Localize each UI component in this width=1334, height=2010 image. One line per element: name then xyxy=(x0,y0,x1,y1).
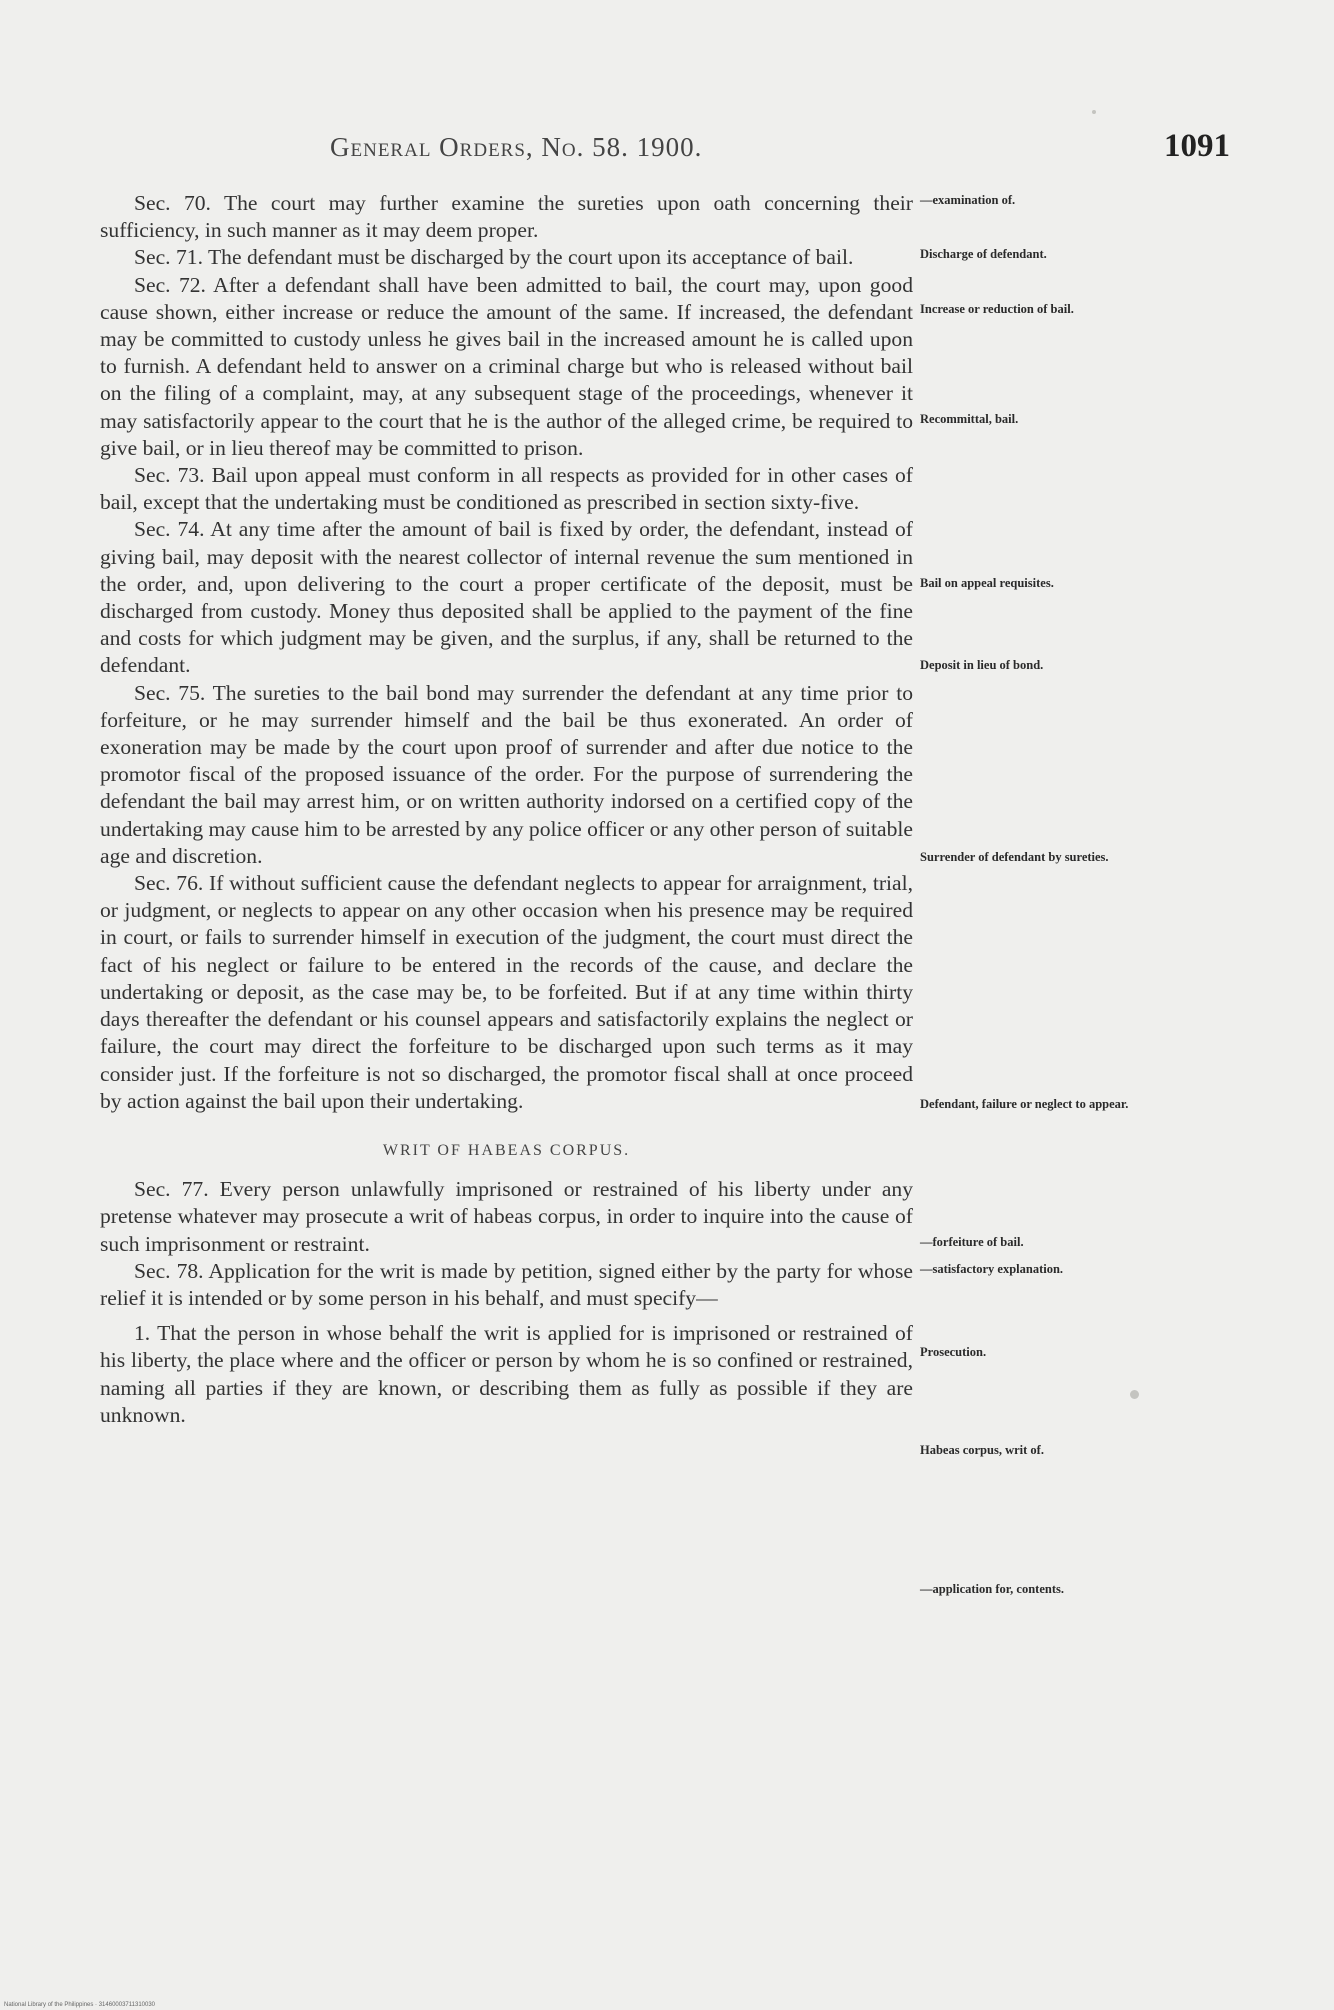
margin-note: —application for, contents. xyxy=(920,1582,1064,1596)
section-77: Sec. 77. Every person unlawfully imprisoned or restrained of his liberty under any pretense whatever may prosecute a writ of habeas corpus, in order to inquire into the cause of such imprisonment or restraint. xyxy=(100,1177,913,1256)
margin-note: Discharge of defendant. xyxy=(920,247,1047,261)
list-item: 1. That the person in whose behalf the writ is applied for is imprisoned or restrained of his liberty, the place where and the officer or person by whom he is so confined or restrained, naming all parties if they are known, or describing them as fully as possible if they are unknown. xyxy=(100,1321,913,1427)
margin-note: —satisfactory explanation. xyxy=(920,1262,1064,1276)
section-70: Sec. 70. The court may further examine the sureties upon oath concerning their sufficiency, in such manner as it may deem proper. xyxy=(100,191,913,243)
page-number: 1091 xyxy=(1164,128,1230,164)
page-header xyxy=(100,128,1230,178)
running-head: General Orders, No. 58. 1900. xyxy=(330,132,703,162)
margin-note: Habeas corpus, writ of. xyxy=(920,1443,1044,1457)
margin-note: Defendant, failure or neglect to appear. xyxy=(920,1097,1129,1111)
paper-blemish xyxy=(1130,1390,1139,1399)
section-75: Sec. 75. The sureties to the bail bond may surrender the defendant at any time prior to forfeiture, or he may surrender himself and the bail be thus exonerated. An order of exoneration may be made by the court upon proof of surrender and after due notice to the promotor fiscal of the proposed issuance of the order. For the purpose of surrendering the defendant the bail may arrest him, or on written authority indorsed on a certified copy of the undertaking may cause him to be arrested by any police officer or any other person of suitable age and discretion. xyxy=(100,680,913,868)
scan-footer: National Library of the Philippines · 31460003711310030 xyxy=(4,2002,155,2008)
paper-blemish xyxy=(1092,110,1096,114)
section-78: Sec. 78. Application for the writ is made by petition, signed either by the party for whose relief it is intended or by some person in his behalf, and must specify— xyxy=(100,1258,913,1310)
margin-note: Increase or reduction of bail. xyxy=(920,302,1074,316)
section-heading: WRIT OF HABEAS CORPUS. xyxy=(382,1141,631,1159)
margin-note: Surrender of defendant by sureties. xyxy=(920,850,1109,864)
section-71: Sec. 71. The defendant must be discharged by the court upon its acceptance of bail. xyxy=(134,245,854,270)
margin-note: Deposit in lieu of bond. xyxy=(920,658,1044,672)
section-73: Sec. 73. Bail upon appeal must conform in all respects as provided for in other cases of bail, except that the undertaking must be conditioned as prescribed in section sixty-five. xyxy=(100,463,913,515)
section-72: Sec. 72. After a defendant shall have been admitted to bail, the court may, upon good cause shown, either increase or reduce the amount of the same. If increased, the defendant may be committed to custody unless he gives bail in the increased amount he is called upon to furnish. A defendant held to answer on a criminal charge but who is released without bail on the filing of a complaint, may, at any subsequent stage of the proceedings, whenever it may satisfactorily appear to the court that he is the author of the alleged crime, be required to give bail, or in lieu thereof may be committed to prison. xyxy=(100,272,913,460)
margin-note: Prosecution. xyxy=(920,1345,987,1359)
body-text xyxy=(100,190,913,1429)
margin-note: —examination of. xyxy=(920,193,1016,207)
section-74: Sec. 74. At any time after the amount of bail is fixed by order, the defendant, instead of giving bail, may deposit with the nearest collector of internal revenue the sum mentioned in the order, and, upon delivering to the court a proper certificate of the deposit, must be discharged from custody. Money thus deposited shall be applied to the payment of the fine and costs for which judgment may be given, and the surplus, if any, shall be returned to the defendant. xyxy=(100,517,913,678)
margin-note: Recommittal, bail. xyxy=(920,412,1019,426)
margin-note: —forfeiture of bail. xyxy=(920,1235,1024,1249)
margin-note: Bail on appeal requisites. xyxy=(920,576,1054,590)
section-76: Sec. 76. If without sufficient cause the defendant neglects to appear for arraignment, trial, or judgment, or neglects to appear on any other occasion when his presence may be required in court, or fails to surrender himself in execution of the judgment, the court must direct the fact of his neglect or failure to be entered in the records of the cause, and declare the undertaking or deposit, as the case may be, to be forfeited. But if at any time within thirty days thereafter the defendant or his counsel appears and satisfactorily explains the neglect or failure, the court may direct the forfeiture to be discharged upon such terms as it may consider just. If the forfeiture is not so discharged, the promotor fiscal shall at once proceed by action against the bail upon their undertaking. xyxy=(100,871,913,1113)
